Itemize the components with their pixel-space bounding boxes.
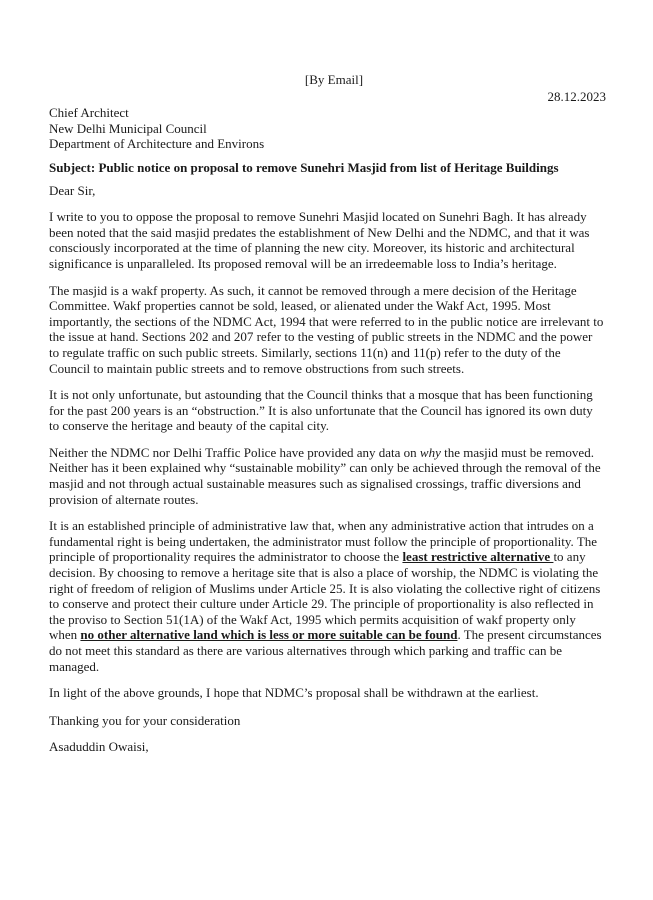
recipient-line: Chief Architect	[49, 105, 129, 121]
body-paragraph: I write to you to oppose the proposal to remove Sunehri Masjid located on Sunehri Bagh. It has already been noted that the said masjid predates the establishment of New Delhi and the NDMC, and that it was consciously incorporated at the time of planning the new city. Moreover, its historic and architectural significance is unparalleled. Its proposed removal will be an irredeemable loss to India’s heritage.	[49, 209, 590, 271]
text-run: Neither the NDMC nor Delhi Traffic Police have provided any data on	[49, 444, 420, 460]
body-paragraph: In light of the above grounds, I hope that NDMC’s proposal shall be withdrawn at the earliest.	[49, 685, 539, 701]
recipient-line: New Delhi Municipal Council	[49, 120, 207, 136]
letter-page	[49, 72, 605, 755]
delivery-mode: [By Email]	[304, 72, 364, 87]
emphasis-no-alternative: no other alternative land which is less or more suitable can be found	[80, 627, 458, 643]
letter-date: 28.12.2023	[547, 88, 606, 104]
text-run: to any decision. By choosing to remove a heritage site that is also a place of worship, the NDMC is violating the right of freedom of religion of Muslims under Article 25. It is also violating the collective right of citizens to conserve and protect their culture under Article 29. The principle of proportionality is also reflected in the proviso to Section 51(1A) of the Wakf Act, 1995 which permits acquisition of wakf property only when	[49, 549, 601, 643]
body-paragraph: The masjid is a wakf property. As such, it cannot be removed through a mere decision of the Heritage Committee. Wakf properties cannot be sold, leased, or alienated under the Wakf Act, 1995. Most importantly, the sections of the NDMC Act, 1994 that were referred to in the public notice are irrelevant to the issue at hand. Sections 202 and 207 refer to the vesting of public streets in the NDMC and the power to regulate traffic on such public streets. Similarly, sections 11(n) and 11(p) refer to the duty of the Council to maintain public streets and to remove obstructions from such streets.	[49, 282, 604, 376]
text-run: . The present circumstances do not meet this standard as there are various alternatives through which parking and traffic can be managed.	[49, 627, 602, 674]
body-paragraph: It is not only unfortunate, but astounding that the Council thinks that a mosque that has been functioning for the past 200 years is an “obstruction.” It is also unfortunate that the Council has ignored its own duty to conserve the heritage and beauty of the capital city.	[49, 387, 593, 434]
salutation: Dear Sir,	[49, 182, 96, 198]
emphasis-why: why	[419, 444, 441, 460]
body-paragraph	[49, 445, 605, 507]
recipient-address	[49, 105, 605, 152]
text-run: the masjid must be removed. Neither has it been explained why “sustainable mobility” can only be achieved through the removal of the masjid and not through actual sustainable measures such as signalised crossings, traffic diversions and provision of alternate routes.	[49, 444, 601, 507]
text-run: It is an established principle of administrative law that, when any administrative action that intrudes on a fundamental right is being undertaken, the administrator must follow the principle of proportionality. The principle of proportionality requires the administrator to choose the	[49, 518, 598, 565]
subject-line: Subject: Public notice on proposal to remove Sunehri Masjid from list of Heritage Buildings	[49, 159, 559, 175]
signature: Asaduddin Owaisi,	[49, 739, 149, 755]
emphasis-least-restrictive: least restrictive alternative	[402, 549, 554, 565]
body-paragraph	[49, 518, 605, 674]
closing-line: Thanking you for your consideration	[49, 712, 241, 728]
recipient-line: Department of Architecture and Environs	[49, 136, 265, 152]
